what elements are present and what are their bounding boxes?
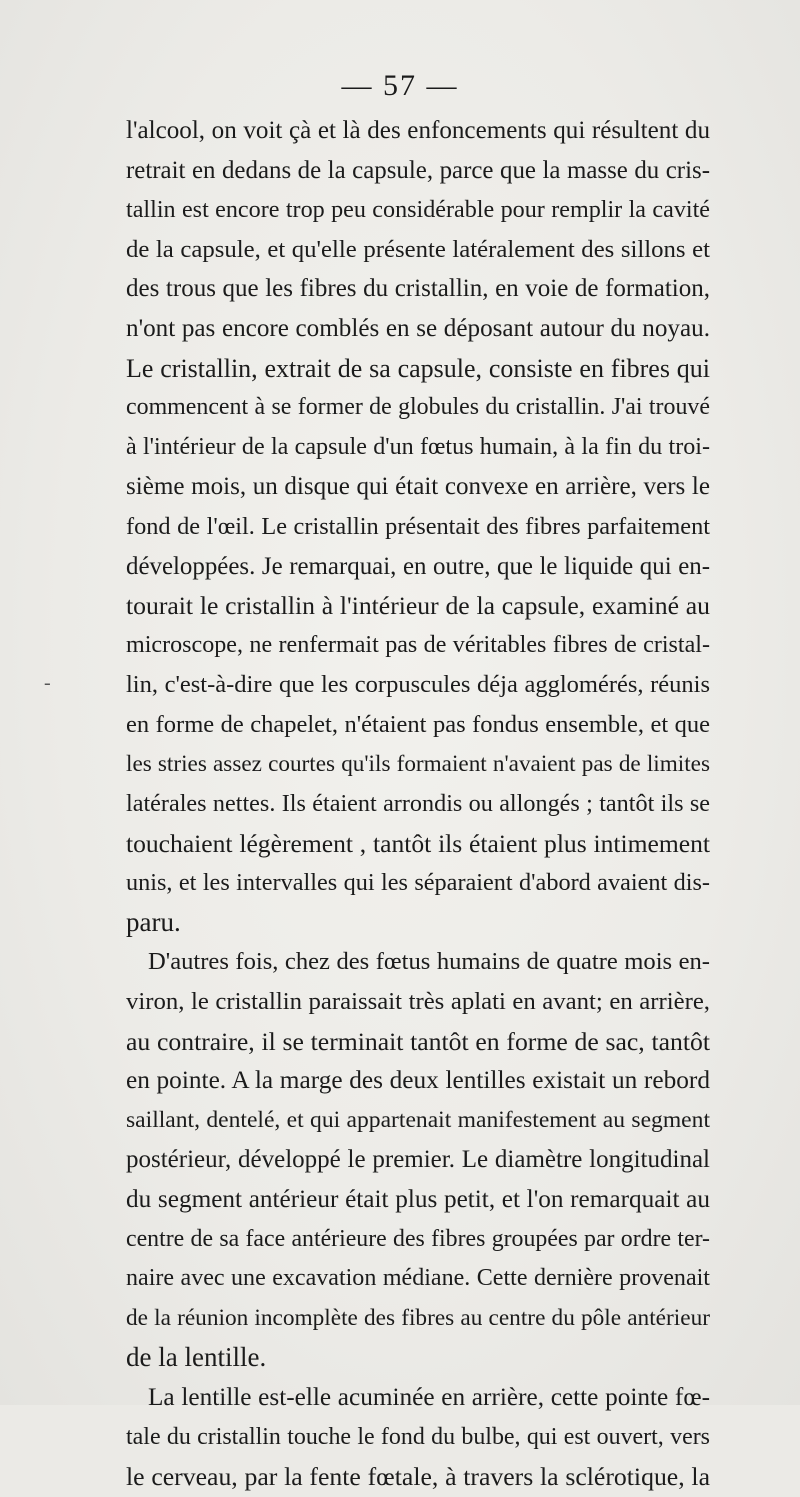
body-text bbox=[126, 111, 710, 1497]
text-line: latérales nettes. Ils étaient arrondis ou allongés ; tantôt ils se bbox=[126, 790, 710, 818]
text-line: lin, c'est-à-dire que les corpuscules déja agglomérés, réunis bbox=[126, 671, 710, 699]
text-line: microscope, ne renfermait pas de véritables fibres de cristal- bbox=[126, 631, 710, 658]
text-line: l'alcool, on voit çà et là des enfoncements qui résultent du bbox=[126, 117, 710, 144]
text-line: centre de sa face antérieure des fibres groupées par ordre ter- bbox=[126, 1225, 710, 1252]
text-line: fond de l'œil. Le cristallin présentait des fibres parfaitement bbox=[126, 512, 710, 540]
text-line: touchaient légèrement , tantôt ils étaient plus intimement bbox=[126, 828, 710, 858]
text-line: paru. bbox=[126, 906, 181, 937]
text-line: saillant, dentelé, et qui appartenait manifestement au segment bbox=[126, 1106, 710, 1133]
text-line: de la capsule, et qu'elle présente latéralement des sillons et bbox=[126, 235, 710, 263]
text-line: des trous que les fibres du cristallin, en voie de formation, bbox=[126, 275, 710, 303]
text-line: de la lentille. bbox=[126, 1342, 267, 1373]
text-line: le cerveau, par la fente fœtale, à travers la sclérotique, la bbox=[126, 1462, 710, 1492]
text-line: en forme de chapelet, n'étaient pas fondus ensemble, et que bbox=[126, 710, 710, 738]
text-line: les stries assez courtes qu'ils formaient n'avaient pas de limites bbox=[126, 750, 710, 777]
text-line: du segment antérieur était plus petit, et l'on remarquait au bbox=[126, 1185, 710, 1214]
text-line: viron, le cristallin paraissait très aplati en avant; en arrière, bbox=[126, 988, 710, 1016]
text-line: tourait le cristallin à l'intérieur de la capsule, examiné au bbox=[126, 591, 710, 621]
text-line: à l'intérieur de la capsule d'un fœtus humain, à la fin du troi- bbox=[126, 433, 710, 460]
text-line: tallin est encore trop peu considérable pour remplir la cavité bbox=[126, 196, 710, 224]
text-line: Le cristallin, extrait de sa capsule, consiste en fibres qui bbox=[126, 353, 710, 383]
page-number: — 57 — bbox=[341, 69, 459, 102]
text-line: n'ont pas encore comblés en se déposant autour du noyau. bbox=[126, 314, 710, 342]
text-line: retrait en dedans de la capsule, parce que la masse du cris- bbox=[126, 156, 710, 184]
text-line: sième mois, un disque qui était convexe en arrière, vers le bbox=[126, 473, 710, 501]
text-line: tale du cristallin touche le fond du bulbe, qui est ouvert, vers bbox=[126, 1423, 710, 1450]
text-line: en pointe. A la marge des deux lentilles existait un rebord bbox=[126, 1066, 710, 1095]
text-line: de la réunion incomplète des fibres au centre du pôle antérieur bbox=[126, 1304, 710, 1331]
text-line: unis, et les intervalles qui les séparaient d'abord avaient dis- bbox=[126, 869, 710, 897]
margin-mark: - bbox=[44, 672, 51, 694]
text-line: La lentille est-elle acuminée en arrière, cette pointe fœ- bbox=[148, 1383, 710, 1411]
text-line: développées. Je remarquai, en outre, que le liquide qui en- bbox=[126, 552, 710, 580]
text-line: commencent à se former de globules du cristallin. J'ai trouvé bbox=[126, 394, 710, 421]
text-line: D'autres fois, chez des fœtus humains de quatre mois en- bbox=[148, 948, 710, 976]
text-line: postérieur, développé le premier. Le diamètre longitudinal bbox=[126, 1146, 710, 1174]
text-line: au contraire, il se terminait tantôt en forme de sac, tantôt bbox=[126, 1026, 710, 1056]
text-line: naire avec une excavation médiane. Cette dernière provenait bbox=[126, 1265, 710, 1292]
